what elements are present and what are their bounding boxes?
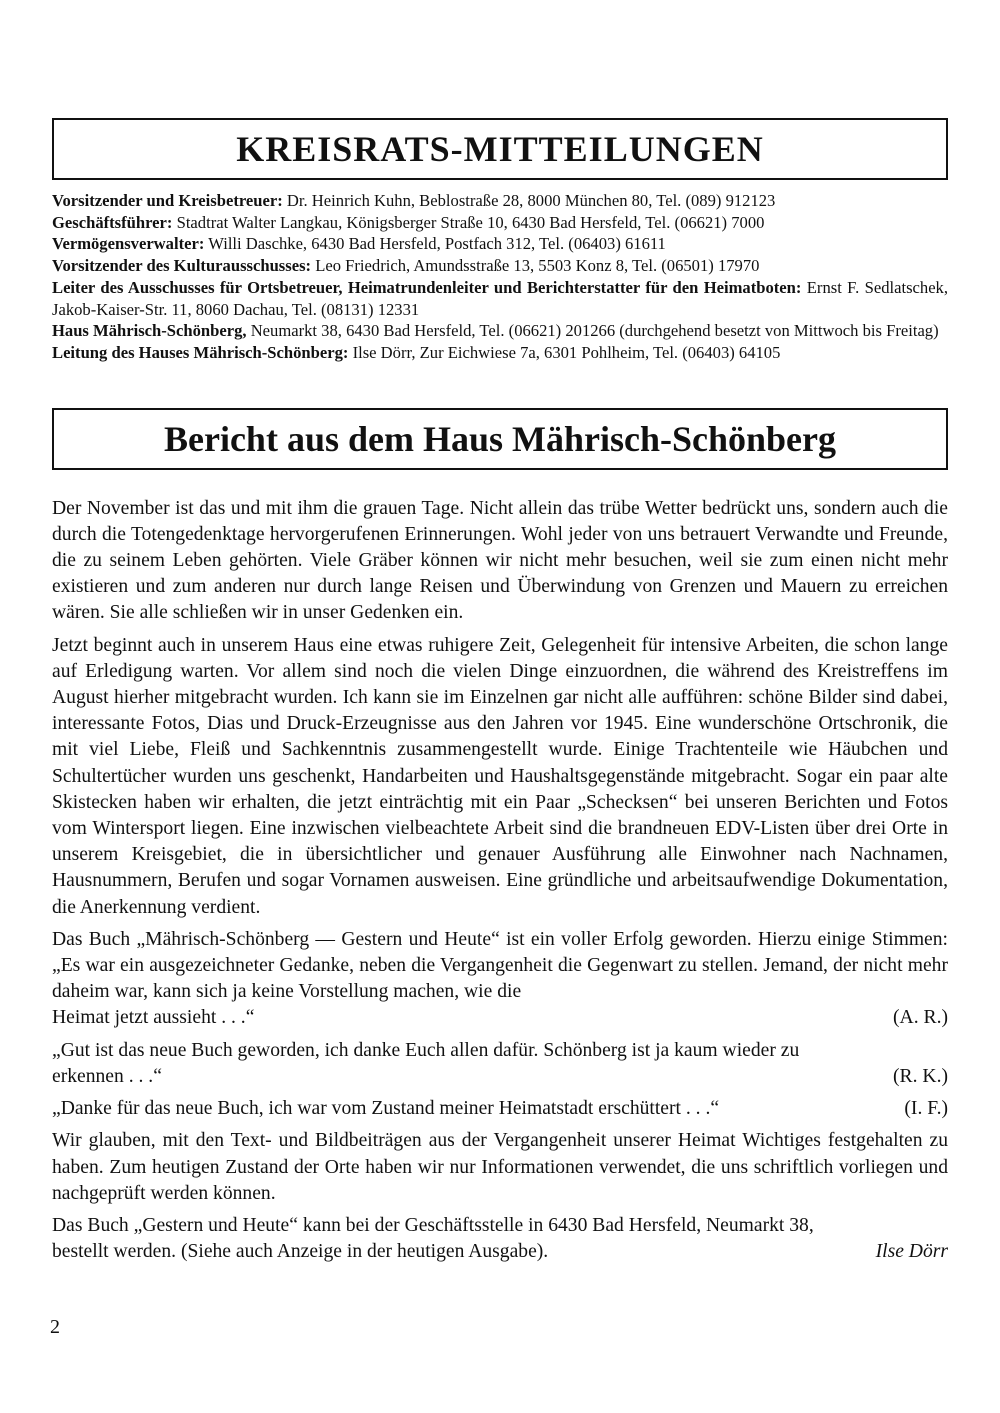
quote-text: „Danke für das neue Buch, ich war vom Zustand meiner Heimatstadt erschüttert . . .“ [52, 1098, 720, 1120]
quote-end: Heimat jetzt aussieht . . .“ [52, 1007, 255, 1029]
contact-text: Dr. Heinrich Kuhn, Beblostraße 28, 8000 München 80, Tel. (089) 912123 [286, 191, 776, 210]
order-text: Das Buch „Gestern und Heute“ kann bei der Geschäftsstelle in 6430 Bad Hersfeld, Neumarkt 38, [52, 1214, 814, 1236]
contacts-list [52, 190, 948, 364]
contact-entry [52, 212, 948, 234]
contact-entry [52, 233, 948, 255]
contact-text: Stadtrat Walter Langkau, Königsberger Straße 10, 6430 Bad Hersfeld, Tel. (06621) 7000 [176, 212, 765, 232]
paragraph: Wir glauben, mit den Text- und Bildbeiträgen aus der Vergangenheit unserer Heimat Wichtiges festgehalten zu haben. Zum heutigen Zustand der Orte haben wir nur Informationen verwendet, die uns schriftlich vorliegen und nachgeprüft werden können. [52, 1130, 948, 1204]
report-body [52, 496, 948, 1266]
contact-text: Leo Friedrich, Amundsstraße 13, 5503 Konz 8, Tel. (06501) 17970 [315, 256, 760, 276]
quote-last-line [52, 1064, 948, 1090]
quote-end: erkennen . . .“ [52, 1065, 162, 1087]
report-heading: Bericht aus dem Haus Mährisch-Schönberg [163, 418, 836, 459]
contact-text: Ilse Dörr, Zur Eichwiese 7a, 6301 Pohlheim, Tel. (06403) 64105 [352, 342, 781, 362]
quote-last-line [52, 1005, 948, 1031]
order-paragraph [52, 1213, 948, 1265]
contact-label: Geschäftsführer: [52, 212, 173, 232]
report-heading-box [52, 408, 948, 470]
signature-line [52, 1239, 948, 1265]
contact-text: Neumarkt 38, 6430 Bad Hersfeld, Tel. (06621) 201266 (durchgehend besetzt von Mittwoch bis Freitag) [250, 321, 939, 341]
paragraph: Jetzt beginnt auch in unserem Haus eine etwas ruhigere Zeit, Gelegenheit für intensive Arbeiten, die schon lange auf Erledigung warten. Vor allem sind noch die vielen Dinge einzuordnen, die während des Kreistreffens im August hierher mitgebracht wurden. Ich kann sie im Einzelnen gar nicht alle aufführen: schöne Bilder sind dabei, interessante Fotos, Dias und Druck-Erzeugnisse aus den Jahren vor 1945. Eine wunderschöne Ortschronik, die mit viel Liebe, Fleiß und Sachkenntnis zusammengestellt wurde. Einige Trachtenteile wie Häubchen und Schultertücher wurden uns geschenkt, Handarbeiten und Haushaltsgegenstände mitgebracht. Sogar ein paar alte Skistecken haben wir erhalten, die jetzt einträchtig mit ein Paar „Schecksen“ bei unseren Berichten und Fotos vom Wintersport liegen. Eine inzwischen vielbeachtete Arbeit sind die brandneuen EDV-Listen über drei Orte in unserem Kreisgebiet, die in übersichtlicher und genauer Ausführung alle Einwohner nach Nachnamen, Hausnummern, Berufen und sogar Vornamen ausweisen. Eine gründliche und arbeitsaufwendige Dokumentation, die Anerkennung verdient. [52, 634, 948, 918]
contact-entry [52, 190, 948, 212]
paragraph: Der November ist das und mit ihm die grauen Tage. Nicht allein das trübe Wetter bedrückt uns, sondern auch die durch die Totengedenktage hervorgerufenen Erinnerungen. Wohl jeder von uns betrauert Verwandte und Freunde, die zu seinem Leben gehörten. Viele Gräber können wir nicht mehr besuchen, weil sie zum einen nicht mehr existieren und zum anderen nur durch lange Reisen und Überwindung von Grenzen und Mauern zu erreichen wären. Sie alle schließen wir in unser Gedenken ein. [52, 497, 948, 624]
quote-text: Das Buch „Mährisch-Schönberg — Gestern und Heute“ ist ein voller Erfolg geworden. Hierzu einige Stimmen: „Es war ein ausgezeichneter Gedanke, neben die Vergangenheit die Gegenwart zu stellen. Jemand, der nicht mehr daheim war, kann sich ja keine Vorstellung machen, wie die [52, 928, 948, 1003]
quote-paragraph [52, 927, 948, 1032]
quote-paragraph [52, 1096, 948, 1122]
contact-entry [52, 255, 948, 277]
title-box [52, 118, 948, 180]
contact-label: Vermögensverwalter: [52, 234, 205, 254]
page [52, 118, 948, 1271]
author-signature: Ilse Dörr [875, 1241, 948, 1263]
quote-initials: (I. F.) [904, 1098, 948, 1120]
contact-entry [52, 277, 948, 320]
contact-text: Willi Daschke, 6430 Bad Hersfeld, Postfach 312, Tel. (06403) 61611 [208, 234, 666, 254]
contact-entry [52, 320, 948, 342]
contact-text: Ernst F. Sedlatschek, Jakob-Kaiser-Str. 11, 8060 Dachau, Tel. (08131) 12331 [52, 277, 949, 319]
page-title: KREISRATS-MITTEILUNGEN [236, 129, 764, 169]
quote-text: „Gut ist das neue Buch geworden, ich danke Euch allen dafür. Schönberg ist ja kaum wieder zu [52, 1039, 800, 1061]
quote-initials: (A. R.) [893, 1007, 948, 1029]
contact-label: Vorsitzender des Kulturausschusses: [52, 256, 312, 276]
contact-label: Leiter des Ausschusses für Ortsbetreuer, Heimatrundenleiter und Berichterstatter für den Heimatboten: [52, 277, 802, 297]
contact-label: Leitung des Hauses Mährisch-Schönberg: [52, 342, 349, 362]
quote-initials: (R. K.) [893, 1065, 948, 1087]
contact-label: Vorsitzender und Kreisbetreuer: [52, 191, 283, 210]
order-last: bestellt werden. (Siehe auch Anzeige in der heutigen Ausgabe). [52, 1241, 549, 1263]
quote-paragraph [52, 1038, 948, 1090]
page-number: 2 [50, 1316, 60, 1338]
contact-entry [52, 342, 948, 364]
contact-label: Haus Mährisch-Schönberg, [52, 321, 247, 341]
